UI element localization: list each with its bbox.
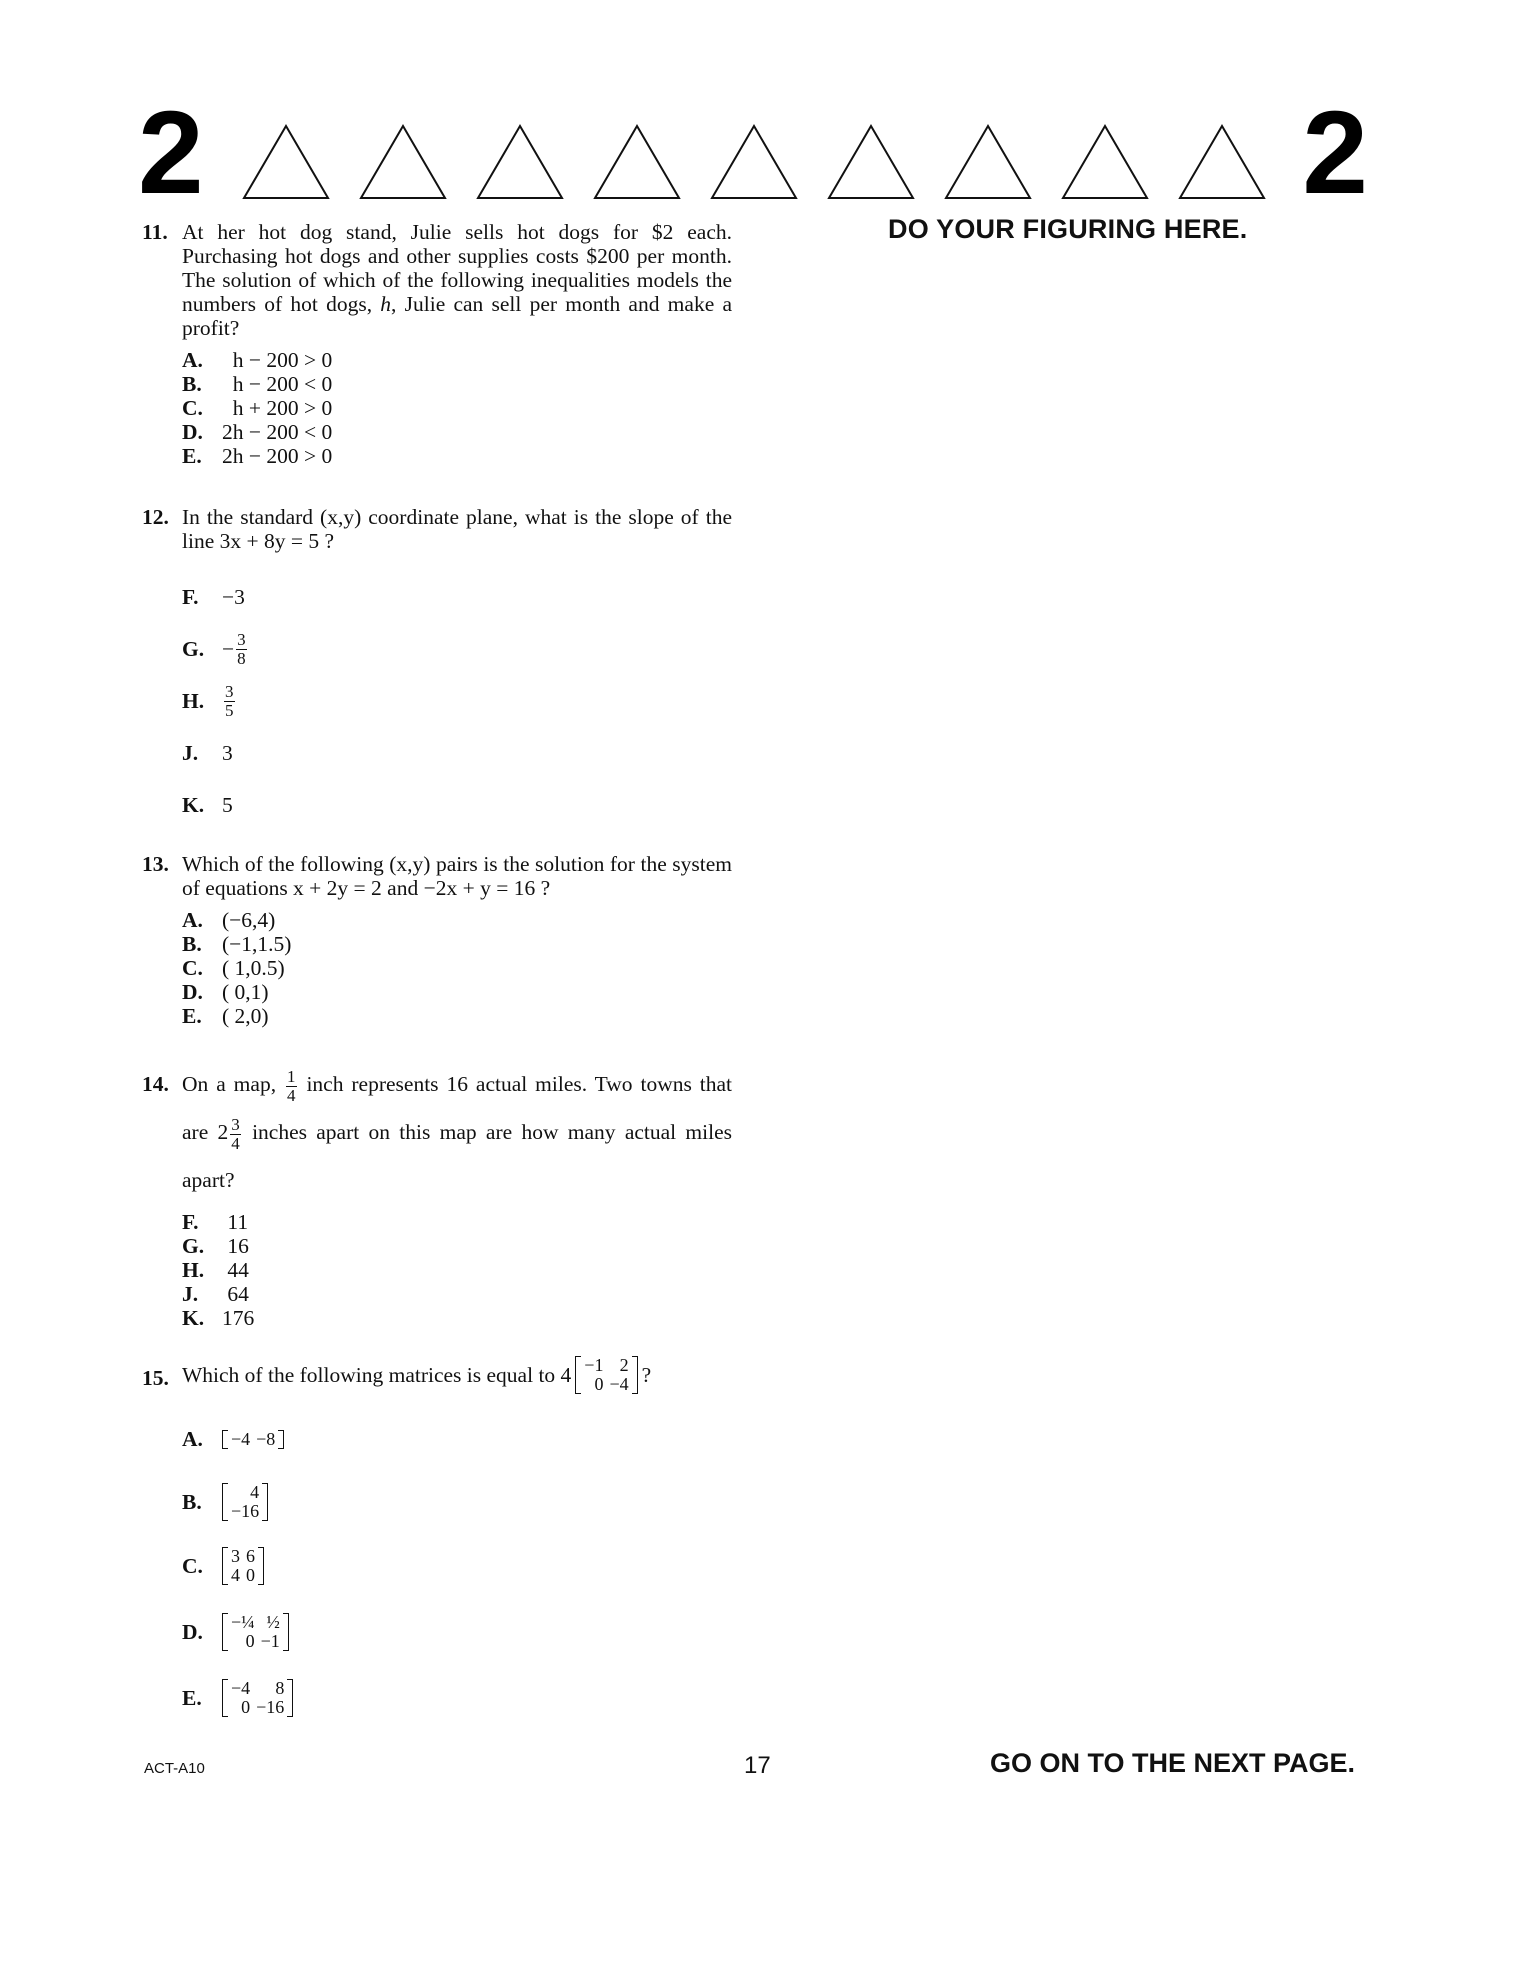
answer-choice[interactable] [182, 1282, 732, 1306]
choice-value: 5 [222, 793, 233, 817]
answer-choice[interactable] [182, 348, 732, 372]
choice-letter: G. [182, 1234, 205, 1258]
answer-choices [182, 348, 732, 468]
answer-choice[interactable] [182, 932, 732, 956]
matrix-entry: 0 [246, 1565, 255, 1585]
answer-choice[interactable] [182, 1258, 732, 1282]
matrix-row [228, 1679, 287, 1698]
fraction-denominator: 5 [225, 700, 234, 720]
choice-letter: B. [182, 932, 202, 956]
answer-choice[interactable] [182, 420, 732, 444]
question-number: 14. [142, 1072, 169, 1096]
choice-letter: D. [182, 980, 203, 1004]
answer-choice[interactable] [182, 1598, 732, 1666]
question-number: 15. [142, 1366, 169, 1390]
answer-choice[interactable] [182, 908, 732, 932]
triangle-row [240, 122, 1268, 202]
question-14 [142, 1060, 732, 1330]
matrix-grid [228, 1430, 278, 1449]
answer-choice[interactable] [182, 1408, 732, 1470]
matrix-row [228, 1632, 283, 1651]
matrix-grid [228, 1613, 283, 1651]
choice-value: ( 0,1) [222, 980, 269, 1004]
choice-value: 44 [222, 1258, 249, 1282]
choice-value: h − 200 < 0 [222, 372, 333, 396]
matrix-entry: 0 [241, 1697, 251, 1717]
choice-value: (−1,1.5) [222, 932, 292, 956]
choice-value: 3 [222, 741, 233, 765]
matrix-entry: ½ [266, 1612, 280, 1632]
choice-value: 11 [222, 1210, 249, 1234]
matrix-entry: −1 [260, 1631, 280, 1651]
choice-letter: K. [182, 1306, 205, 1330]
matrix-entry: 6 [246, 1546, 255, 1566]
matrix-grid [228, 1483, 262, 1521]
matrix-bracket-right [262, 1483, 268, 1521]
fraction [230, 1116, 241, 1153]
question-number: 12. [142, 505, 169, 529]
answer-choice[interactable] [182, 396, 732, 420]
fraction-numerator: 1 [287, 1066, 296, 1086]
matrix-entry: −4 [231, 1428, 251, 1449]
figuring-note: DO YOUR FIGURING HERE. [888, 214, 1248, 244]
form-code: ACT-A10 [144, 1760, 205, 1777]
answer-choice[interactable] [182, 571, 732, 623]
next-page-note: GO ON TO THE NEXT PAGE. [990, 1748, 1356, 1778]
choice-letter: D. [182, 1620, 203, 1644]
choice-value: 16 [222, 1234, 249, 1258]
choice-value: ( 2,0) [222, 1004, 269, 1028]
fraction-numerator: 3 [231, 1114, 240, 1134]
choice-letter: H. [182, 1258, 205, 1282]
fraction-denominator: 4 [231, 1133, 240, 1153]
choice-letter: E. [182, 1004, 202, 1028]
answer-choice[interactable] [182, 1666, 732, 1730]
choice-value: (−6,4) [222, 908, 276, 932]
choice-letter: H. [182, 689, 205, 713]
answer-choices [182, 908, 732, 1028]
triangle-icon [474, 122, 566, 202]
answer-choice[interactable] [182, 956, 732, 980]
question-stem: At her hot dog stand, Julie sells hot dogs for $2 each. Purchasing hot dogs and other supplies costs $200 per month. The solution of which of the following inequalities models the numbers of hot dogs, h, Julie can sell per month and make a profit? [182, 220, 733, 340]
matrix-row [228, 1613, 283, 1632]
triangle-icon [591, 122, 683, 202]
matrix-row [228, 1698, 287, 1717]
answer-choice[interactable] [182, 980, 732, 1004]
answer-choice[interactable] [182, 1470, 732, 1534]
triangle-icon [240, 122, 332, 202]
fraction-numerator: 3 [225, 681, 234, 701]
answer-choices [182, 1408, 732, 1730]
answer-choices [182, 571, 732, 831]
choice-letter: E. [182, 1686, 202, 1710]
matrix-entry: −8 [256, 1428, 276, 1449]
choice-letter: C. [182, 956, 203, 980]
matrix-entry: 0 [245, 1631, 255, 1651]
matrix [222, 1430, 284, 1449]
matrix-entry: −¼ [231, 1612, 255, 1632]
choice-letter: D. [182, 420, 203, 444]
choice-value: 2h − 200 < 0 [222, 420, 333, 444]
triangle-icon [1059, 122, 1151, 202]
choice-value: h − 200 > 0 [222, 348, 333, 372]
matrix-entry: 4 [231, 1565, 240, 1585]
question-number: 13. [142, 852, 169, 876]
matrix-row [228, 1430, 278, 1449]
matrix-row [228, 1547, 258, 1566]
question-stem: In the standard (x,y) coordinate plane, what is the slope of the line 3x + 8y = 5 ? [182, 505, 732, 553]
matrix-entry: 4 [250, 1482, 260, 1502]
triangle-icon [708, 122, 800, 202]
matrix-bracket-right [632, 1356, 638, 1394]
choice-letter: C. [182, 396, 203, 420]
matrix-row [228, 1502, 262, 1521]
matrix [222, 1679, 293, 1717]
matrix-grid [581, 1356, 631, 1394]
matrix-bracket-right [278, 1430, 284, 1449]
choice-letter: G. [182, 637, 205, 661]
question-15 [142, 1356, 732, 1730]
fraction-denominator: 8 [237, 648, 246, 668]
triangle-icon [357, 122, 449, 202]
matrix-bracket-right [258, 1547, 264, 1585]
matrix [575, 1356, 637, 1394]
answer-choice[interactable] [182, 444, 732, 468]
matrix-row [228, 1483, 262, 1502]
choice-letter: B. [182, 372, 202, 396]
minus-sign: − [222, 637, 235, 661]
matrix-entry: −1 [584, 1355, 604, 1375]
question-12 [142, 505, 732, 831]
choice-letter: A. [182, 348, 203, 372]
section-number-right: 2 [1302, 87, 1368, 219]
fraction-denominator: 4 [287, 1085, 296, 1105]
fraction [236, 631, 247, 668]
choice-value: 176 [222, 1306, 255, 1330]
answer-choice[interactable] [182, 1234, 732, 1258]
choice-letter: E. [182, 444, 202, 468]
question-stem: Which of the following (x,y) pairs is the solution for the system of equations x + 2y = 2 and −2x + y = 16 ? [182, 852, 732, 900]
matrix [222, 1613, 289, 1651]
page-number: 17 [744, 1752, 771, 1779]
matrix [222, 1483, 268, 1521]
matrix [222, 1547, 264, 1585]
choice-letter: C. [182, 1554, 203, 1578]
choice-value: 2h − 200 > 0 [222, 444, 333, 468]
choice-value: ( 1,0.5) [222, 956, 285, 980]
choice-letter: J. [182, 1282, 199, 1306]
answer-choice[interactable] [182, 1534, 732, 1598]
answer-choice[interactable] [182, 623, 732, 675]
answer-choice[interactable] [182, 372, 732, 396]
triangle-icon [942, 122, 1034, 202]
matrix-entry: −4 [609, 1374, 629, 1394]
matrix-entry: −16 [256, 1697, 285, 1717]
answer-choice[interactable] [182, 779, 732, 831]
choice-value: 64 [222, 1282, 249, 1306]
matrix-bracket-right [283, 1613, 289, 1651]
matrix-entry: 3 [231, 1546, 240, 1566]
answer-choice[interactable] [182, 675, 732, 727]
answer-choice[interactable] [182, 1210, 732, 1234]
answer-choice[interactable] [182, 1306, 732, 1330]
choice-letter: F. [182, 585, 199, 609]
choice-value: −3 [222, 585, 245, 609]
question-number: 11. [142, 220, 168, 244]
choice-letter: K. [182, 793, 205, 817]
choice-value: h + 200 > 0 [222, 396, 333, 420]
choice-letter: A. [182, 908, 203, 932]
question-stem: On a map, $\frac{1}{4}$ inch represents 16 actual miles. Two towns that are 2 $\frac{3}{4}$ inches apart on this map are how many actual miles apart? [182, 1066, 733, 1192]
variable-h: h [380, 292, 392, 316]
matrix-row [228, 1566, 258, 1585]
matrix-row [581, 1375, 631, 1394]
fraction [286, 1068, 297, 1105]
question-11 [142, 220, 732, 468]
fraction-numerator: 3 [237, 629, 246, 649]
choice-letter: J. [182, 741, 199, 765]
matrix-grid [228, 1547, 258, 1585]
choice-letter: A. [182, 1427, 203, 1451]
matrix-entry: 2 [619, 1355, 629, 1375]
matrix-grid [228, 1679, 287, 1717]
question-13 [142, 852, 732, 1028]
matrix-entry: 8 [275, 1678, 285, 1698]
triangle-icon [1176, 122, 1268, 202]
matrix-row [581, 1356, 631, 1375]
answer-choice[interactable] [182, 727, 732, 779]
section-number-left: 2 [138, 87, 204, 219]
triangle-icon [825, 122, 917, 202]
choice-letter: B. [182, 1490, 202, 1514]
question-stem: Which of the following matrices is equal to 4 −1 2 0 −4 ? [182, 1355, 652, 1394]
answer-choices [182, 1210, 732, 1330]
matrix-bracket-right [287, 1679, 293, 1717]
fraction [224, 683, 235, 720]
matrix-entry: 0 [594, 1374, 604, 1394]
choice-letter: F. [182, 1210, 199, 1234]
section-header [138, 87, 1368, 219]
matrix-entry: −4 [231, 1678, 251, 1698]
matrix-entry: −16 [231, 1501, 260, 1521]
answer-choice[interactable] [182, 1004, 732, 1028]
